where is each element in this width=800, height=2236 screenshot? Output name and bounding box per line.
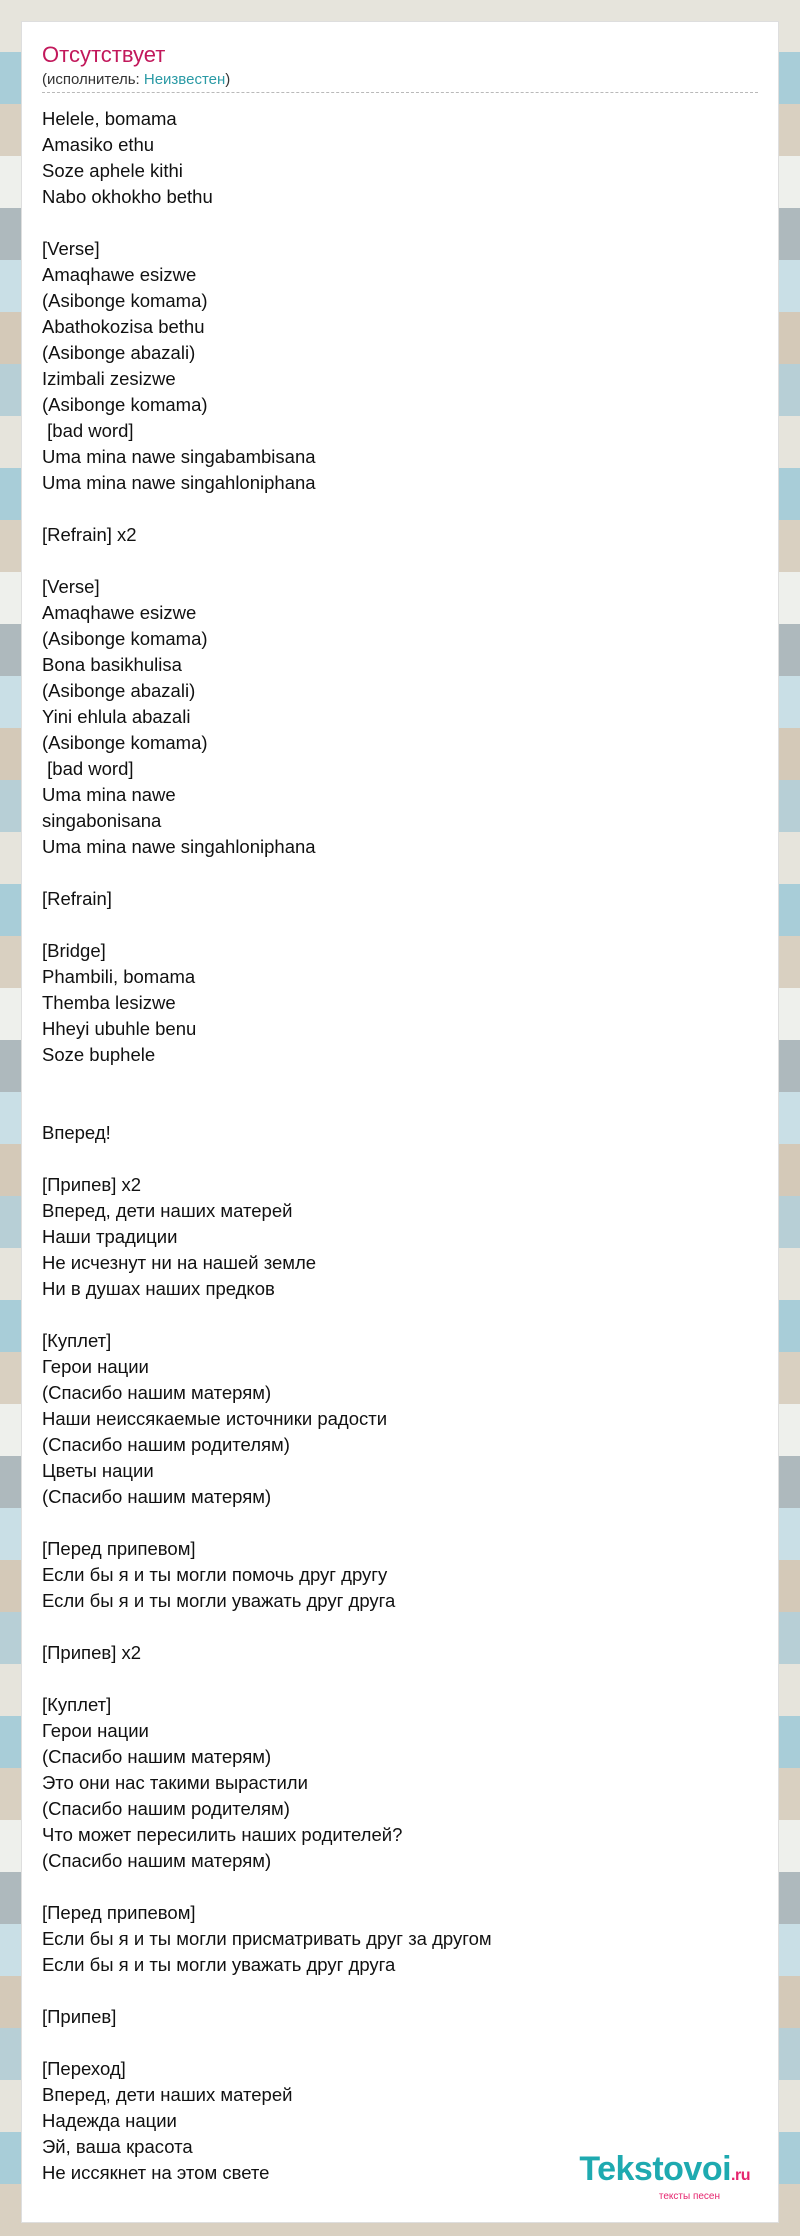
lyric-line — [42, 1068, 758, 1094]
lyric-line — [42, 1510, 758, 1536]
logo-tagline: тексты песен — [658, 2191, 720, 2202]
lyric-line: Ни в душах наших предков — [42, 1278, 275, 1299]
lyric-line: [Verse] — [42, 238, 100, 259]
lyric-line: Наши традиции — [42, 1226, 178, 1247]
lyric-line: Helele, bomama — [42, 108, 177, 129]
lyric-line — [42, 210, 758, 236]
lyric-line: Эй, ваша красота — [42, 2136, 193, 2157]
lyric-line — [42, 1094, 758, 1120]
logo-wordmark — [579, 2152, 750, 2193]
lyric-line: Soze buphele — [42, 1044, 156, 1065]
song-header — [42, 42, 758, 93]
lyric-line: Soze aphele kithi — [42, 160, 183, 181]
lyrics-card — [22, 22, 778, 2222]
lyric-line: (Спасибо нашим матерям) — [42, 1486, 272, 1507]
lyric-line: Вперед, дети наших матерей — [42, 1200, 293, 1221]
lyric-line — [42, 1614, 758, 1640]
lyric-line: Герои нации — [42, 1356, 149, 1377]
lyric-line: [Припев] x2 — [42, 1642, 142, 1663]
artist-prefix: (исполнитель: — [42, 71, 144, 88]
lyric-line: Если бы я и ты могли уважать друг друга — [42, 1954, 396, 1975]
lyric-line — [42, 1978, 758, 2004]
artist-suffix: ) — [225, 71, 231, 88]
lyric-line: [Куплет] — [42, 1694, 112, 1715]
lyric-line: (Asibonge komama) — [42, 394, 208, 415]
lyric-line: Надежда нации — [42, 2110, 177, 2131]
lyric-line: Не иссякнет на этом свете — [42, 2162, 270, 2183]
lyric-line: singabonisana — [42, 810, 162, 831]
lyric-line — [42, 912, 758, 938]
lyric-line: Вперед, дети наших матерей — [42, 2084, 293, 2105]
lyric-line: Цветы нации — [42, 1460, 154, 1481]
lyric-line: Вперед! — [42, 1122, 111, 1143]
lyric-line: [Перед припевом] — [42, 1902, 196, 1923]
logo-tld: .ru — [731, 2167, 750, 2184]
lyric-line: [Припев] x2 — [42, 1174, 142, 1195]
lyric-line: [Переход] — [42, 2058, 126, 2079]
lyric-line: Amaqhawe esizwe — [42, 264, 197, 285]
lyric-line: Abathokozisa bethu — [42, 316, 205, 337]
lyric-line: Uma mina nawe singabambisana — [42, 446, 316, 467]
lyric-line: [bad word] — [42, 420, 134, 441]
lyric-line: Amaqhawe esizwe — [42, 602, 197, 623]
lyric-line — [42, 1666, 758, 1692]
lyric-line: [Bridge] — [42, 940, 106, 961]
lyric-line: Phambili, bomama — [42, 966, 196, 987]
lyric-line: Если бы я и ты могли присматривать друг за другом — [42, 1928, 492, 1949]
lyric-line: Не исчезнут ни на нашей земле — [42, 1252, 317, 1273]
lyric-line: (Asibonge komama) — [42, 290, 208, 311]
lyric-line: Если бы я и ты могли уважать друг друга — [42, 1590, 396, 1611]
lyric-line: Yini ehlula abazali — [42, 706, 191, 727]
lyric-line: [Refrain] — [42, 888, 112, 909]
lyric-line: Uma mina nawe singahloniphana — [42, 472, 316, 493]
lyric-line: Hheyi ubuhle benu — [42, 1018, 197, 1039]
lyric-line — [42, 2030, 758, 2056]
lyric-line: [Verse] — [42, 576, 100, 597]
lyric-line: (Спасибо нашим матерям) — [42, 1382, 272, 1403]
lyric-line — [42, 860, 758, 886]
lyric-line: Themba lesizwe — [42, 992, 176, 1013]
lyrics-text — [42, 106, 758, 2186]
lyric-line — [42, 1146, 758, 1172]
lyric-line: Amasiko ethu — [42, 134, 155, 155]
lyric-line: [Припев] — [42, 2006, 117, 2027]
artist-link[interactable]: Неизвестен — [143, 71, 226, 88]
lyric-line: (Спасибо нашим родителям) — [42, 1434, 290, 1455]
lyric-line: [bad word] — [42, 758, 134, 779]
lyric-line — [42, 1302, 758, 1328]
lyric-line: [Перед припевом] — [42, 1538, 196, 1559]
lyric-line: (Asibonge abazali) — [42, 342, 196, 363]
lyric-line: (Asibonge abazali) — [42, 680, 196, 701]
lyric-line: Uma mina nawe — [42, 784, 176, 805]
lyric-line: [Куплет] — [42, 1330, 112, 1351]
lyric-line: (Спасибо нашим матерям) — [42, 1746, 272, 1767]
lyric-line: Если бы я и ты могли помочь друг другу — [42, 1564, 388, 1585]
lyric-line: Наши неиссякаемые источники радости — [42, 1408, 388, 1429]
lyric-line: (Asibonge komama) — [42, 628, 208, 649]
lyric-line: [Refrain] x2 — [42, 524, 137, 545]
lyric-line: (Спасибо нашим родителям) — [42, 1798, 290, 1819]
lyric-line: Uma mina nawe singahloniphana — [42, 836, 316, 857]
lyric-line — [42, 1874, 758, 1900]
lyric-line — [42, 496, 758, 522]
lyric-line: (Asibonge komama) — [42, 732, 208, 753]
lyric-line: Что может пересилить наших родителей? — [42, 1824, 403, 1845]
lyric-line: Nabo okhokho bethu — [42, 186, 213, 207]
lyric-line: Bona basikhulisa — [42, 654, 182, 675]
lyric-line: Izimbali zesizwe — [42, 368, 176, 389]
artist-line — [42, 70, 758, 93]
lyric-line: Герои нации — [42, 1720, 149, 1741]
site-logo[interactable] — [579, 2152, 750, 2202]
lyric-line: Это они нас такими вырастили — [42, 1772, 308, 1793]
song-title: Отсутствует — [42, 42, 166, 67]
lyric-line: (Спасибо нашим матерям) — [42, 1850, 272, 1871]
lyric-line — [42, 548, 758, 574]
logo-name: Tekstovoi — [579, 2150, 732, 2188]
